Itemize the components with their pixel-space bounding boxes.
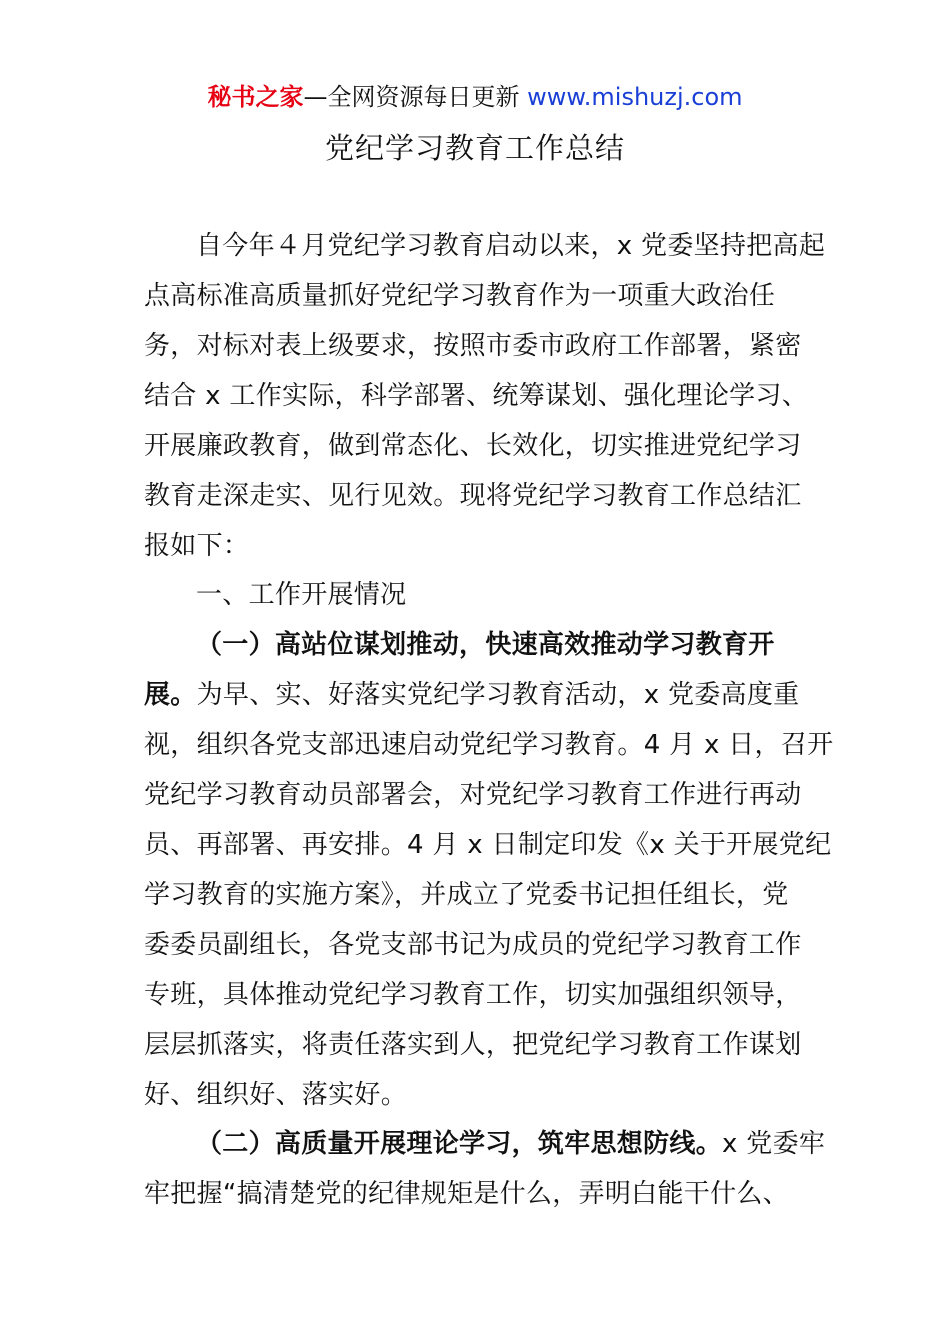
- paragraph-text: 为早、实、好落实党纪学习教育活动，x 党委高度重: [196, 680, 800, 710]
- paragraph-line: 委委员副组长，各党支部书记为成员的党纪学习教育工作: [144, 930, 802, 960]
- paragraph-text: x 党委牢: [722, 1129, 826, 1159]
- paragraph-line: [196, 1127, 825, 1161]
- paragraph-line: 视，组织各党支部迅速启动党纪学习教育。4 月 x 日，召开: [144, 730, 834, 760]
- subsection-heading: （二）高质量开展理论学习，筑牢思想防线。: [196, 1129, 723, 1159]
- paragraph-line: 专班，具体推动党纪学习教育工作，切实加强组织领导，: [144, 980, 802, 1010]
- paragraph-line: 党纪学习教育动员部署会，对党纪学习教育工作进行再动: [144, 780, 802, 810]
- paragraph-line: 自今年４月党纪学习教育启动以来，x 党委坚持把高起: [196, 231, 826, 261]
- header-tagline: —全网资源每日更新: [303, 83, 528, 111]
- paragraph-line: 牢把握“搞清楚党的纪律规矩是什么，弄明白能干什么、: [144, 1179, 789, 1209]
- section-heading: 一、工作开展情况: [196, 580, 407, 610]
- paragraph-line: 层层抓落实，将责任落实到人，把党纪学习教育工作谋划: [144, 1030, 802, 1060]
- paragraph-line: 员、再部署、再安排。4 月 x 日制定印发《x 关于开展党纪: [144, 830, 832, 860]
- site-header: [0, 80, 950, 114]
- document-title: 党纪学习教育工作总结: [324, 131, 625, 165]
- paragraph-line: 开展廉政教育，做到常态化、长效化，切实推进党纪学习: [144, 431, 802, 461]
- subsection-heading-end: 展。: [144, 680, 197, 710]
- paragraph-line: [144, 678, 799, 712]
- paragraph-line: 好、组织好、落实好。: [144, 1080, 408, 1110]
- paragraph-line: 务，对标对表上级要求，按照市委市政府工作部署，紧密: [144, 331, 802, 361]
- paragraph-line: 点高标准高质量抓好党纪学习教育作为一项重大政治任: [144, 281, 776, 311]
- brand-name: 秘书之家: [207, 83, 304, 111]
- paragraph-line: 教育走深走实、见行见效。现将党纪学习教育工作总结汇: [144, 481, 802, 511]
- paragraph-line: 报如下：: [144, 531, 250, 561]
- paragraph-line: 学习教育的实施方案》，并成立了党委书记担任组长，党: [144, 880, 789, 910]
- subsection-heading: （一）高站位谋划推动，快速高效推动学习教育开: [196, 630, 775, 660]
- paragraph-line: 结合 x 工作实际，科学部署、统筹谋划、强化理论学习、: [144, 381, 809, 411]
- site-url-link[interactable]: www.mishuzj.com: [527, 83, 743, 111]
